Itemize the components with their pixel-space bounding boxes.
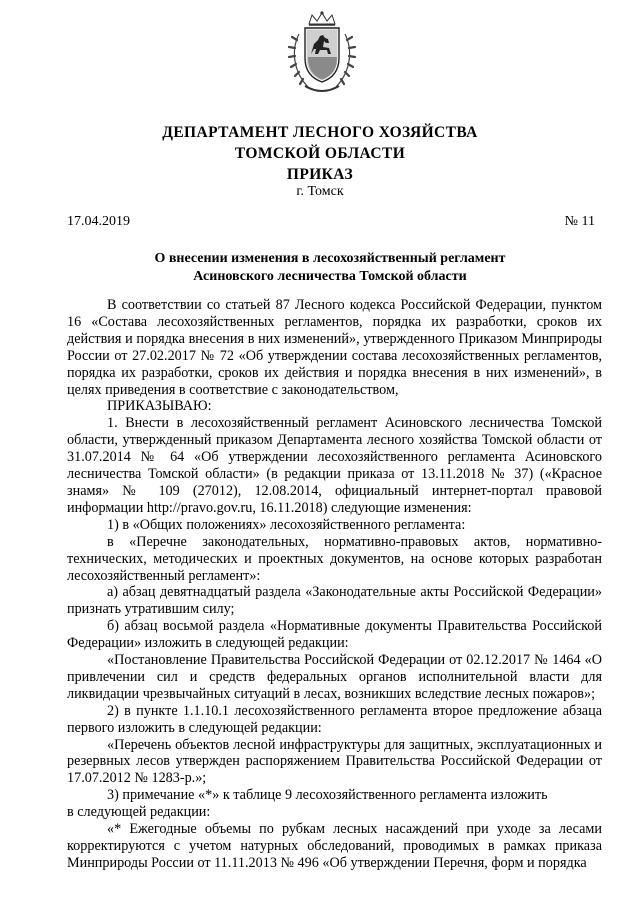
paragraph-resolution-quote: «Постановление Правительства Российской Федерации от 02.12.2017 № 1464 «О привлечении сил и средств федеральных органов исполнительной власти для ликвидации чрезвычайных ситуаций в лесах, возникших вследствие лесных пожаров»;: [67, 652, 602, 702]
paragraph-subitem-3-continued: в следующей редакции:: [67, 804, 211, 821]
department-name-line2: ТОМСКОЙ ОБЛАСТИ: [234, 145, 406, 162]
document-number: № 11: [564, 214, 595, 229]
document-type: ПРИКАЗ: [286, 166, 354, 183]
paragraph-subitem-b: б) абзац восьмой раздела «Нормативные документы Правительства Российской Федерации» изложить в следующей редакции:: [67, 618, 602, 652]
department-name-line1: ДЕПАРТАМЕНТ ЛЕСНОГО ХОЗЯЙСТВА: [162, 124, 478, 141]
paragraph-subitem-1: 1) в «Общих положениях» лесохозяйственного регламента:: [107, 516, 466, 533]
paragraph-order: ПРИКАЗЫВАЮ:: [107, 398, 212, 415]
paragraph-list-intro: в «Перечне законодательных, нормативно-правовых актов, нормативно-технических, методических и проектных документов, на основе которых разработан лесохозяйственный регламент»:: [67, 533, 602, 584]
title-line2: Асиновского лесничества Томской области: [193, 269, 467, 284]
paragraph-subitem-a: а) абзац девятнадцатый раздела «Законодательные акты Российской Федерации» признать утратившим силу;: [67, 584, 602, 618]
document-title: [60, 250, 600, 286]
paragraph-subitem-2: 2) в пункте 1.1.10.1 лесохозяйственного регламента второе предложение абзаца первого изложить в следующей редакции:: [67, 702, 602, 736]
city: г. Томск: [296, 184, 344, 199]
paragraph-subitem-3: 3) примечание «*» к таблице 9 лесохозяйственного регламента изложить: [107, 787, 548, 804]
paragraph-preamble: В соответствии со статьей 87 Лесного кодекса Российской Федерации, пунктом 16 «Состава лесохозяйственных регламентов, порядка их разработки, сроков их действия и порядка внесения в них изменений», утвержденного Приказом Минприроды России от 27.02.2017 № 72 «Об утверждении состава лесохозяйственных регламентов, порядка их разработки, сроков их действия и порядка внесения в них изменений», в целях приведения в соответствие с законодательством,: [67, 297, 602, 398]
department-header: [0, 122, 640, 185]
paragraph-footnote-quote: «* Ежегодные объемы по рубкам лесных насаждений при уходе за лесами корректируются с учетом натурных обследований, проводимых в рамках приказа Минприроды России от 11.11.2013 № 496 «Об утверждении Перечня, форм и порядка: [67, 821, 602, 871]
tomsk-coat-of-arms-icon: [287, 10, 357, 96]
document-date: 17.04.2019: [67, 214, 130, 229]
paragraph-infrastructure-quote: «Перечень объектов лесной инфраструктуры для защитных, эксплуатационных и резервных лесов утвержден распоряжением Правительства Российской Федерации от 17.07.2012 № 1283-р.»;: [67, 736, 602, 787]
paragraph-item-1: 1. Внести в лесохозяйственный регламент Асиновского лесничества Томской области, утвержденный приказом Департамента лесного хозяйства Томской области от 31.07.2014 № 64 «Об утверждении лесохозяйственного регламента Асиновского лесничества Томской области» (в редакции приказа от 13.11.2018 № 37) («Красное знамя» № 109 (27012), 12.08.2014, официальный интернет-портал правовой информации http://pravo.gov.ru, 16.11.2018) следующие изменения:: [67, 415, 602, 516]
title-line1: О внесении изменения в лесохозяйственный регламент: [154, 251, 506, 266]
document-body: [67, 297, 602, 872]
